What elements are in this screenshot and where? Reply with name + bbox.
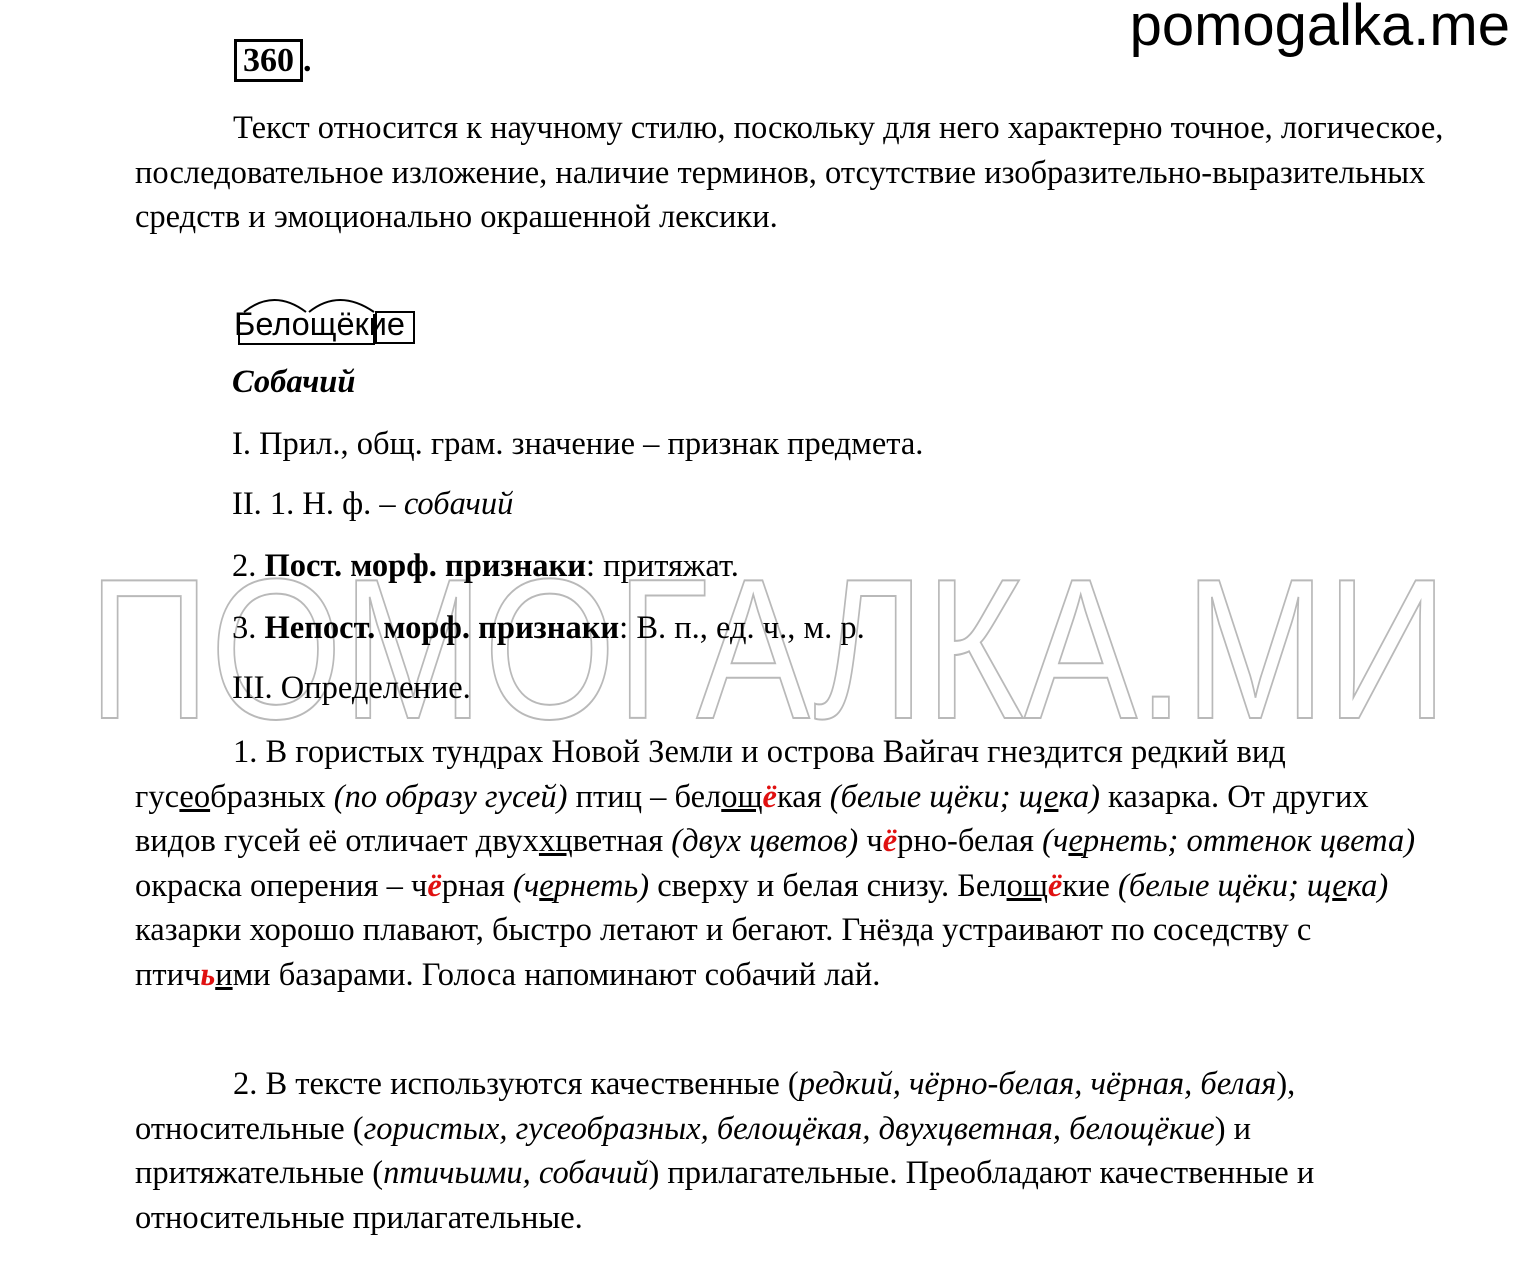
analysis-line-3: 2. Пост. морф. признаки: притяжат. (232, 548, 739, 584)
exercise-number: 360 . (234, 42, 312, 80)
intro-paragraph: Текст относится к научному стилю, поскольку для него характерно точное, логическое, последовательное изложение, наличие терминов, отсутствие изобразительно-выразительных средств и эмоционально окрашенной лексики. (135, 110, 1444, 235)
analysis-word: Собачий (232, 364, 356, 400)
analysis-line-5: III. Определение. (232, 670, 471, 706)
morpheme-analysis (234, 292, 434, 352)
morpheme-word: Белощёкие (234, 306, 405, 342)
watermark-text: ПОМОГАЛКА.МИ (88, 548, 1448, 733)
analysis-line-2: II. 1. Н. ф. – собачий (232, 486, 514, 522)
analysis-line-1: I. Прил., общ. грам. значение – признак предмета. (232, 426, 924, 462)
text-paragraph-1: 1. В гористых тундрах Новой Земли и острова Вайгач гнездится редкий вид гусеобразных (по образу гусей) птиц – белощёкая (белые щёки; щека) казарка. От других видов гусей её отличает двуххцветная (двух цветов) чёрно-белая (чернеть; оттенок цвета) окраска оперения – чёрная (чернеть) сверху и белая снизу. Белощёкие (белые щёки; щека) казарки хорошо плавают, быстро летают и бегают. Гнёзда устраивают по соседству с птичьими базарами. Голоса напоминают собачий лай. (135, 734, 1416, 993)
text-paragraph-2: 2. В тексте используются качественные (редкий, чёрно-белая, чёрная, белая), относительные (гористых, гусеобразных, белощёкая, двухцветная, белощёкие) и притяжательные (птичьими, собачий) прилагательные. Преобладают качественные и относительные прилагательные. (135, 1066, 1315, 1236)
site-logo: pomogalka.me (1129, 0, 1510, 58)
analysis-line-4: 3. Непост. морф. признаки: В. п., ед. ч., м. р. (232, 610, 865, 646)
